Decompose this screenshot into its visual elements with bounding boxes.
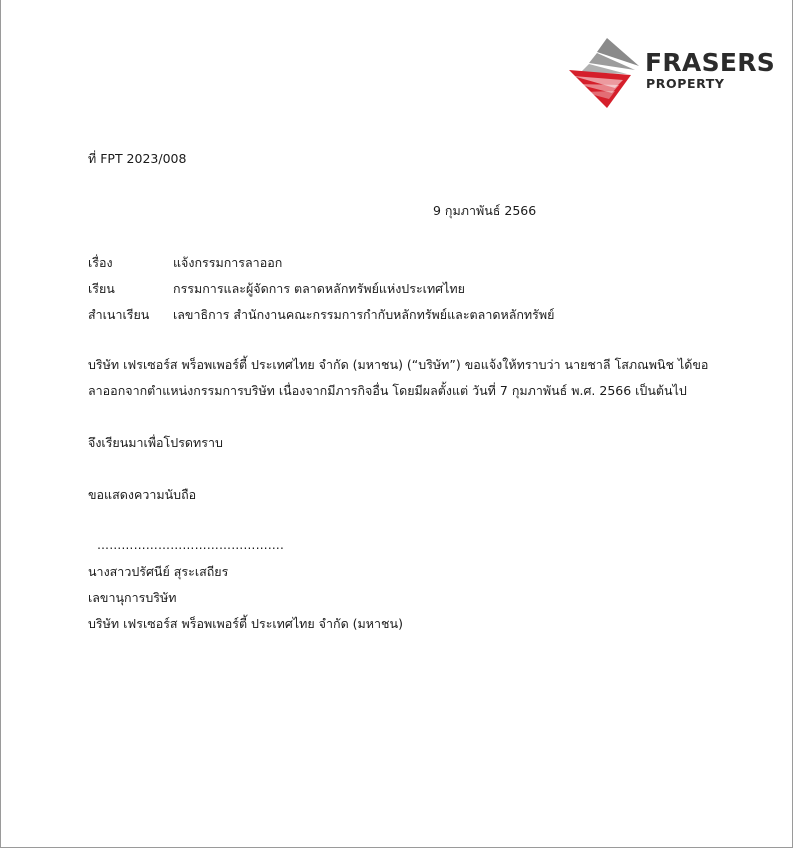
complimentary-close: ขอแสดงความนับถือ [88, 487, 197, 502]
recipient-label: เรียน [88, 281, 115, 296]
signer-name: นางสาวปรัศนีย์ สุระเสถียร [88, 564, 229, 579]
frasers-logo-mark-icon [567, 36, 643, 110]
cc-value: เลขาธิการ สำนักงานคณะกรรมการกำกับหลักทรัพย์และตลาดหลักทรัพย์ [173, 307, 555, 322]
recipient-value: กรรมการและผู้จัดการ ตลาดหลักทรัพย์แห่งประเทศไทย [173, 281, 465, 296]
body-paragraph-line-2: ลาออกจากตำแหน่งกรรมการบริษัท เนื่องจากมีภารกิจอื่น โดยมีผลตั้งแต่ วันที่ 7 กุมภาพันธ์ พ.ศ. 2566 เป็นต้นไป [88, 383, 687, 398]
cc-label: สำเนาเรียน [88, 307, 150, 322]
subject-value: แจ้งกรรมการลาออก [173, 255, 283, 270]
subject-label: เรื่อง [88, 255, 113, 270]
logo-subtitle: PROPERTY [646, 76, 725, 91]
signer-company: บริษัท เฟรเซอร์ส พร็อพเพอร์ตี้ ประเทศไทย จำกัด (มหาชน) [88, 616, 403, 631]
body-paragraph-line-1: บริษัท เฟรเซอร์ส พร็อพเพอร์ตี้ ประเทศไทย จำกัด (มหาชน) (“บริษัท”) ขอแจ้งให้ทราบว่า นายชาลี โสภณพนิช ได้ขอ [88, 357, 709, 372]
logo-wordmark: FRASERS [645, 48, 776, 77]
company-logo [567, 36, 776, 110]
signer-title: เลขานุการบริษัท [88, 590, 177, 605]
signature-line: ………………………………………. [97, 538, 285, 552]
letter-date: 9 กุมภาพันธ์ 2566 [433, 203, 537, 218]
reference-number: ที่ FPT 2023/008 [88, 151, 187, 166]
closing-statement: จึงเรียนมาเพื่อโปรดทราบ [88, 435, 223, 450]
